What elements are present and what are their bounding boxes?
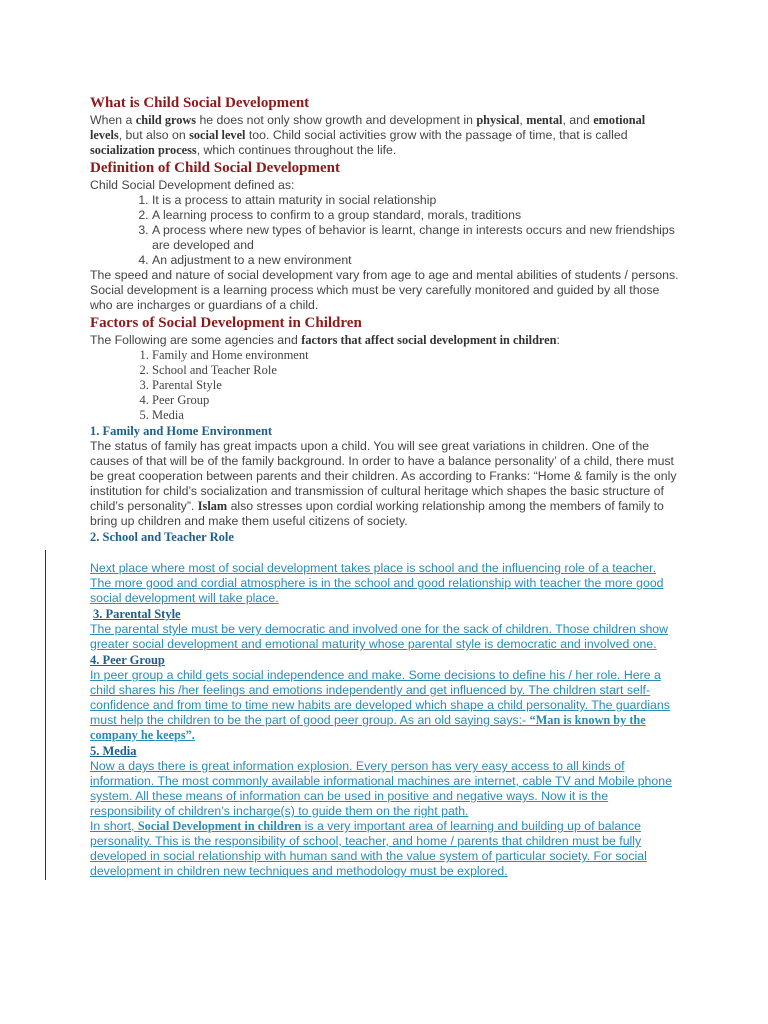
definition-paragraph: The speed and nature of social development vary from age to age and mental abilities of students / persons. Social development is a learning process which must be very carefully monitored and guided by all those who are incharges or guardians of a child. (90, 268, 679, 312)
list-item: 3. Parental Style (152, 378, 680, 393)
heading-media[interactable]: 5. Media (90, 744, 137, 758)
list-item: 1. It is a process to attain maturity in social relationship (152, 193, 680, 208)
parental-link-paragraph[interactable]: The parental style must be very democratic and involved one for the sack of children. Those children show greater social development and emotional maturity whose parental style is democratic and involved one. (90, 622, 669, 651)
heading-what-is: What is Child Social Development (90, 95, 310, 111)
heading-peer[interactable]: 4. Peer Group (90, 653, 165, 667)
factors-intro: The Following are some agencies and factors that affect social development in children: (90, 333, 560, 347)
heading-definition: Definition of Child Social Development (90, 160, 340, 176)
school-link-paragraph[interactable]: Next place where most of social development takes place is school and the influencing role of a teacher. The more good and cordial atmosphere is in the school and good relationship with teacher the more good social development will take place. (90, 561, 664, 605)
list-item: 4. Peer Group (152, 393, 680, 408)
list-item: 2. A learning process to confirm to a group standard, morals, traditions (152, 208, 680, 223)
heading-parental[interactable]: 3. Parental Style (93, 607, 181, 621)
list-item: 3. A process where new types of behavior is learnt, change in interests occurs and new friendships are developed and (152, 223, 680, 253)
list-item: 2. School and Teacher Role (152, 363, 680, 378)
list-item: 4. An adjustment to a new environment (152, 253, 680, 268)
factors-list (90, 348, 680, 423)
list-item: 1. Family and Home environment (152, 348, 680, 363)
revision-bar (45, 550, 46, 880)
heading-school: 2. School and Teacher Role (90, 530, 234, 544)
media-link-paragraph[interactable]: Now a days there is great information explosion. Every person has very easy access to all kinds of information. The most commonly available informational machines are internet, cable TV and Mobile phone system. All these means of information can be used in positive and negative ways. Now it is the responsibility of children’s incharge(s) to guide them on the right path. (90, 759, 672, 818)
definition-intro: Child Social Development defined as: (90, 178, 295, 192)
what-paragraph: When a child grows he does not only show growth and development in physical, mental, and emotional levels, but also on social level too. Child social activities grow with the passage of time, that is called socialization process, which continues throughout the life. (90, 113, 646, 157)
heading-factors: Factors of Social Development in Children (90, 315, 362, 331)
heading-family: 1. Family and Home Environment (90, 424, 273, 438)
family-paragraph: The status of family has great impacts upon a child. You will see great variations in children. One of the causes of that will be of the family background. In order to have a balance personality’ of a child, there must be great cooperation between parents and their children. As according to Franks: “Home & family is the only institution for child’s socialization and transmission of cultural heritage which shapes the basic structure of child’s personality”. Islam also stresses upon cordial working relationship among the members of family to bring up children and make them useful citizens of society. (90, 439, 677, 528)
peer-link-paragraph[interactable]: In peer group a child gets social independence and make. Some decisions to define his / her role. Here a child shares his /her feelings and emotions independently and get influenced by. The children start self-confidence and from time to time new habits are developed which shape a child personality. The guardians must help the children to be the part of good peer group. As an old saying says:- “Man is known by the company he keeps”. (90, 668, 670, 742)
summary-link-paragraph[interactable]: In short, Social Development in children is a very important area of learning and building up of balance personality. This is the responsibility of school, teacher, and home / parents that children must be fully developed in social relationship with human sand with the value system of particular society. For social development in children new techniques and methodology must be explored. (90, 819, 647, 878)
document-page (90, 93, 680, 879)
list-item: 5. Media (152, 408, 680, 423)
definition-list (90, 193, 680, 268)
